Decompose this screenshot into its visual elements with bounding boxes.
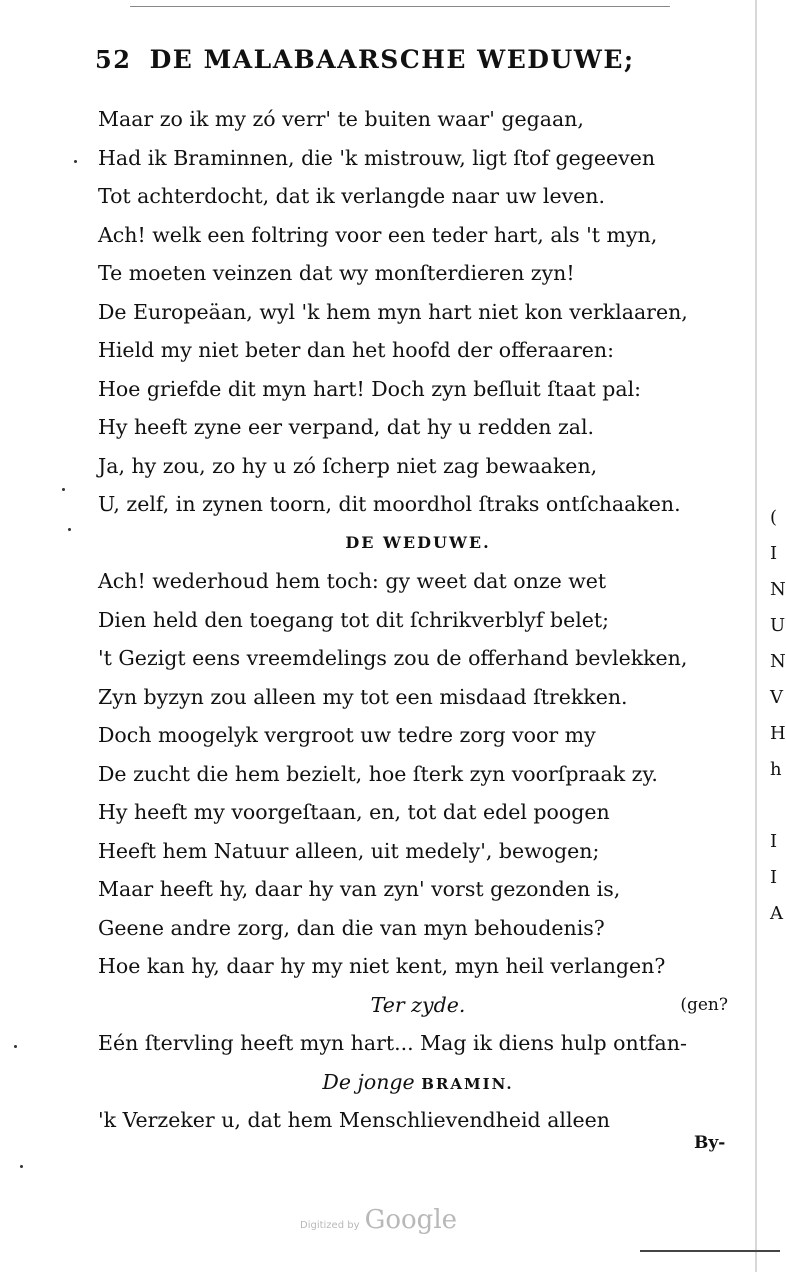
verse-line: Had ik Braminnen, die 'k mistrouw, ligt ſtof gegeeven	[98, 145, 656, 170]
verse-line: Hield my niet beter dan het hoofd der offeraaren:	[98, 338, 615, 362]
paper-speck	[68, 528, 71, 531]
verse-line: Heeft hem Natuur alleen, uit medely', bewogen;	[98, 838, 600, 863]
stage-direction-text: Ter zyde.	[370, 992, 466, 1017]
speaker-name: BRAMIN.	[421, 1074, 514, 1093]
verse-line: Doch moogelyk vergroot uw tedre zorg voor my	[98, 723, 596, 747]
digitization-watermark	[300, 1205, 457, 1235]
watermark-prefix: Digitized by	[300, 1220, 360, 1231]
verse-line: Ja, hy zou, zo hy u zó ſcherp niet zag bewaaken,	[98, 453, 598, 478]
verse-line: Te moeten veinzen dat wy monſterdieren zyn!	[98, 261, 575, 285]
speaker-epithet: De jonge	[322, 1069, 415, 1094]
facing-page-fragments: ( I N U N V H h I I A	[770, 507, 786, 924]
speaker-heading: DE WEDUWE.	[345, 532, 491, 552]
running-header	[95, 45, 725, 74]
top-edge-line	[130, 6, 670, 7]
running-title: DE MALABAARSCHE WEDUWE;	[149, 45, 635, 74]
verse-line: Eén ſtervling heeft myn hart... Mag ik diens hulp ontfan-	[98, 1031, 687, 1055]
watermark-brand: Google	[364, 1205, 458, 1235]
verse-line: Hy heeft zyne eer verpand, dat hy u redden zal.	[98, 415, 595, 439]
verse-line: 't Gezigt eens vreemdelings zou de offerhand bevlekken,	[98, 646, 688, 670]
verse-line: Hoe griefde dit myn hart! Doch zyn beſluit ſtaat pal:	[98, 376, 642, 401]
verse-line: Zyn byzyn zou alleen my tot een misdaad ſtrekken.	[98, 684, 628, 709]
speaker-heading	[98, 1063, 738, 1102]
line-continuation: (gen?	[680, 994, 728, 1015]
verse-line: De zucht die hem bezielt, hoe ſterk zyn voorſpraak zy.	[98, 761, 658, 786]
paper-speck	[14, 1045, 17, 1048]
paper-speck	[62, 488, 65, 491]
verse-line: Dien held den toegang tot dit ſchrikverblyf belet;	[98, 607, 610, 632]
verse-line: De Europeäan, wyl 'k hem myn hart niet kon verklaaren,	[98, 299, 688, 324]
verse-line: Maar heeft hy, daar hy van zyn' vorst gezonden is,	[98, 877, 621, 901]
page-gutter	[755, 0, 757, 1272]
bottom-edge-mark	[640, 1250, 780, 1252]
verse-line: Maar zo ik my zó verr' te buiten waar' gegaan,	[98, 107, 584, 131]
verse-line: Ach! welk een foltring voor een teder hart, als 't myn,	[98, 222, 658, 247]
verse-line: Hoe kan hy, daar hy my niet kent, myn heil verlangen?	[98, 954, 666, 978]
verse-line: Ach! wederhoud hem toch: gy weet dat onze wet	[98, 569, 607, 593]
verse-line: 'k Verzeker u, dat hem Menschlievendheid alleen	[98, 1108, 610, 1132]
verse-line: Tot achterdocht, dat ik verlangde naar uw leven.	[98, 184, 606, 208]
verse-line: U, zelf, in zynen toorn, dit moordhol ſtraks ontſchaaken.	[98, 492, 681, 516]
page-number: 52	[95, 45, 132, 74]
paper-speck	[20, 1165, 23, 1168]
verse-line: Hy heeft my voorgeſtaan, en, tot dat edel poogen	[98, 800, 610, 824]
paper-speck	[74, 160, 77, 163]
stage-direction	[98, 986, 738, 1025]
catchword: By-	[694, 1133, 726, 1153]
verse-text	[98, 100, 738, 1140]
verse-line: Geene andre zorg, dan die van myn behoudenis?	[98, 915, 605, 940]
